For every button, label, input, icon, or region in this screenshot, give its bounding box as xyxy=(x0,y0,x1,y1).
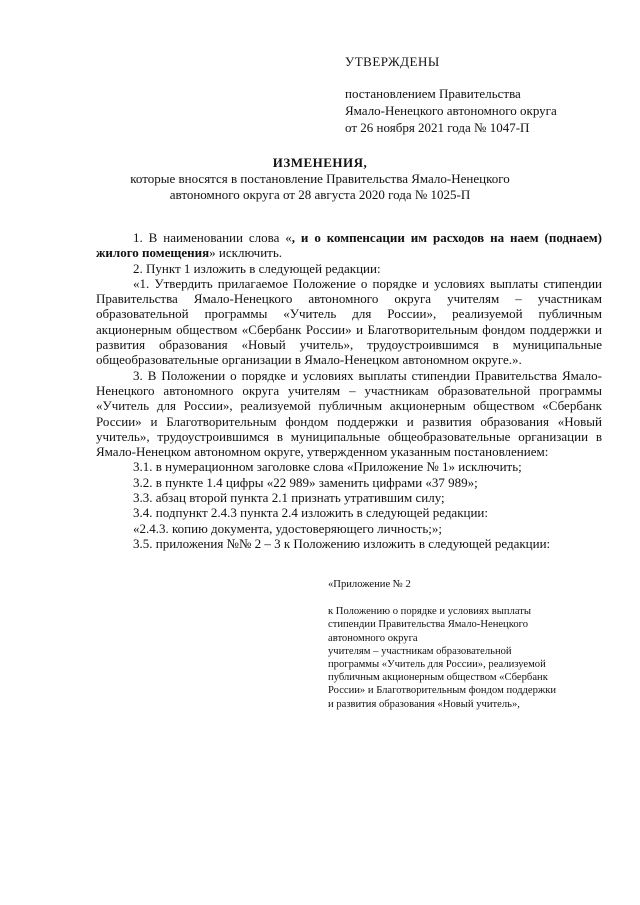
appendix-line: автономного округа xyxy=(328,632,418,644)
appendix-line: России» и Благотворительным фондом поддержки xyxy=(328,685,557,697)
paragraph-1: 1. В наименовании слова «, и о компенсации им расходов на наем (поднаем) жилого помещения» исключить. xyxy=(96,230,602,261)
title-subtitle-line: которые вносятся в постановление Правительства Ямало-Ненецкого xyxy=(130,171,510,186)
paragraph-9: «2.4.3. копию документа, удостоверяющего личность;»; xyxy=(133,520,442,536)
appendix-line: и развития образования «Новый учитель», xyxy=(328,698,520,710)
approval-heading: УТВЕРЖДЕНЫ xyxy=(345,54,440,69)
appendix-line: программы «Учитель для России», реализуемой xyxy=(328,659,546,671)
appendix-line: к Положению о порядке и условиях выплаты xyxy=(328,606,532,618)
approval-line: постановлением Правительства xyxy=(345,86,521,101)
approval-block xyxy=(345,53,557,136)
approval-line: Ямало-Ненецкого автономного округа xyxy=(345,103,557,118)
approval-line: от 26 ноября 2021 года № 1047-П xyxy=(345,120,530,135)
paragraph-6: 3.2. в пункте 1.4 цифры «22 989» заменить цифрами «37 989»; xyxy=(133,474,478,490)
appendix-line: учителям – участникам образовательной xyxy=(328,645,512,657)
paragraph-5: 3.1. в нумерационном заголовке слова «Приложение № 1» исключить; xyxy=(133,459,522,475)
appendix-header xyxy=(328,578,608,711)
appendix-line: публичным акционерным обществом «Сбербанк xyxy=(328,672,548,684)
appendix-line: стипендии Правительства Ямало-Ненецкого xyxy=(328,619,529,631)
paragraph-8: 3.4. подпункт 2.4.3 пункта 2.4 изложить в следующей редакции: xyxy=(133,505,488,521)
paragraph-7: 3.3. абзац второй пункта 2.1 признать утратившим силу; xyxy=(133,490,445,506)
paragraph-10: 3.5. приложения №№ 2 – 3 к Положению изложить в следующей редакции: xyxy=(133,535,551,551)
appendix-title: «Приложение № 2 xyxy=(328,579,411,590)
bold-phrase: , и о компенсации им расходов на наем (поднаем) жилого помещения xyxy=(96,230,602,261)
paragraph-3: «1. Утвердить прилагаемое Положение о порядке и условиях выплаты стипендии Правительства Ямало-Ненецкого автономного округа учителям – участникам образовательной программы «Учитель для России», реализуемой публичным акционерным обществом «Сбербанк России» и Благотворительным фондом поддержки и развития образования «Новый учитель», трудоустроившимся в муниципальные общеобразовательные организации в Ямало-Ненецком автономном округе.». xyxy=(96,275,602,368)
title-main: ИЗМЕНЕНИЯ, xyxy=(272,155,368,170)
paragraph-4: 3. В Положении о порядке и условиях выплаты стипендии Правительства Ямало-Ненецкого автономного округа учителям – участникам образовательной программы «Учитель для России», реализуемой публичным акционерным обществом «Сбербанк России» и Благотворительным фондом поддержки и развития образования «Новый учитель», трудоустроившимся в муниципальные общеобразовательные организации в Ямало-Ненецком автономном округе, утвержденном указанным постановлением: xyxy=(96,367,602,460)
title-subtitle-line: автономного округа от 28 августа 2020 года № 1025-П xyxy=(169,187,471,202)
document-title xyxy=(0,155,640,203)
document-body xyxy=(96,230,602,551)
paragraph-2: 2. Пункт 1 изложить в следующей редакции: xyxy=(133,260,381,276)
